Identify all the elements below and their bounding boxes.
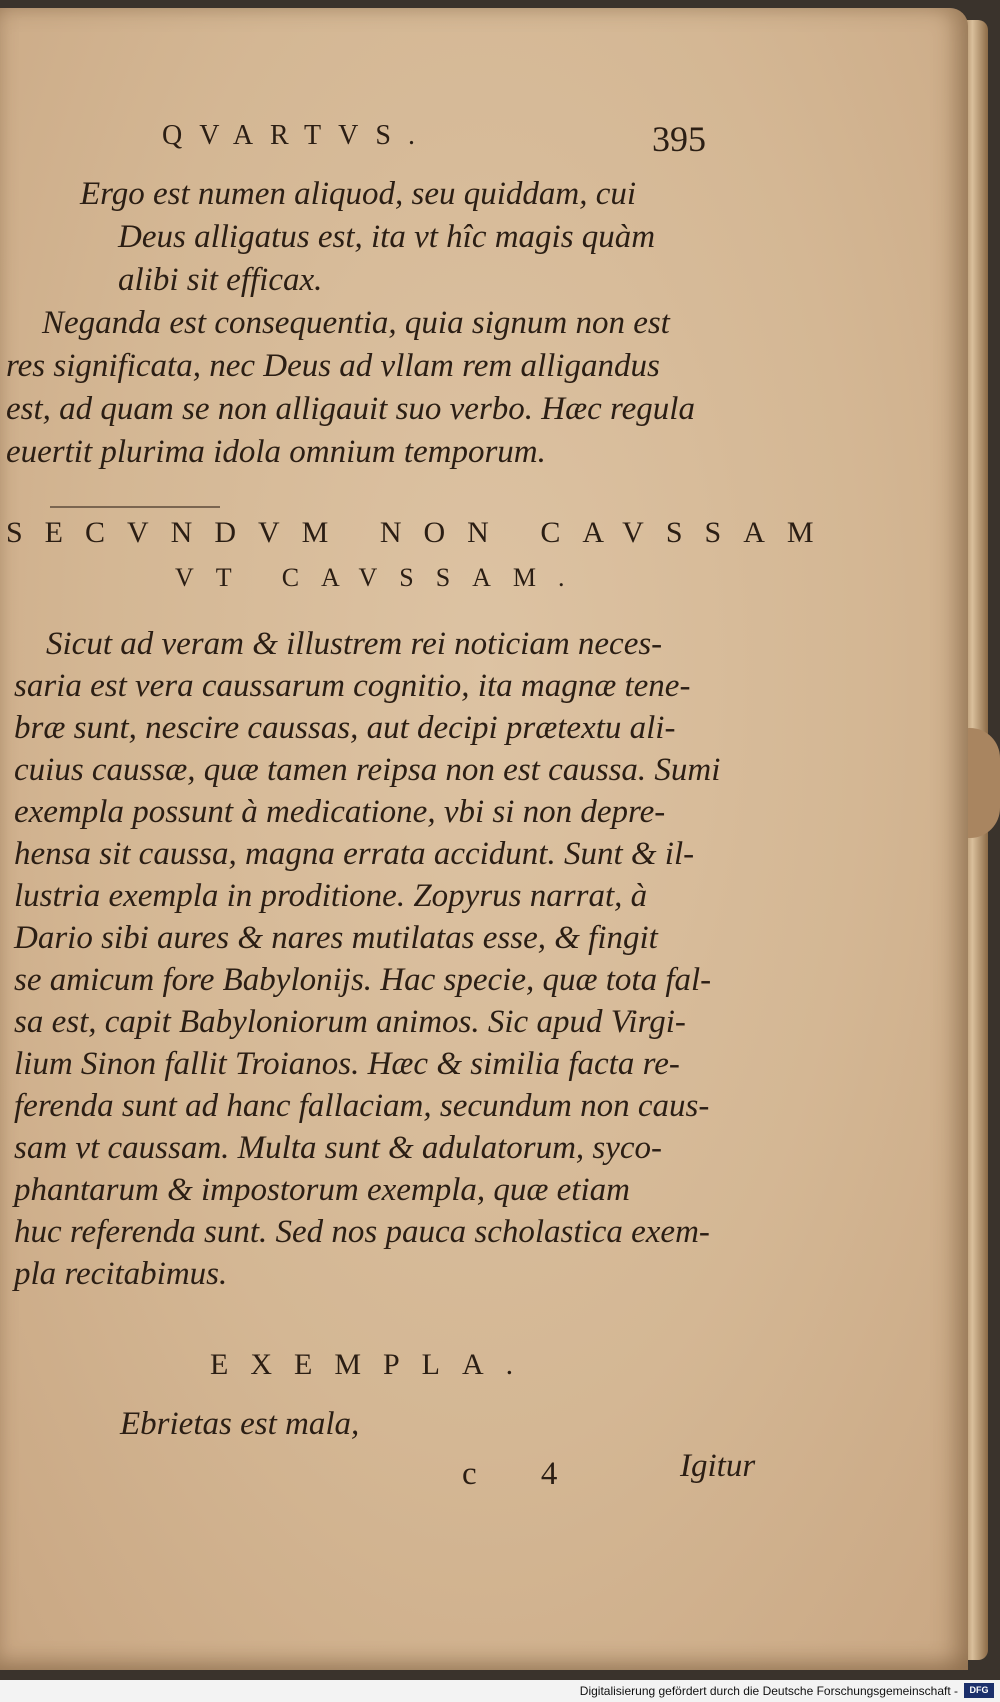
- section-heading-line2: VT CAVSSAM.: [175, 563, 587, 592]
- text-line: Dario sibi aures & nares mutilatas esse, & fingit: [14, 920, 658, 956]
- text-line: pla recitabimus.: [14, 1256, 228, 1292]
- section-rule: [50, 506, 220, 508]
- signature-mark: c 4: [462, 1456, 586, 1492]
- text-line: saria est vera caussarum cognitio, ita magnæ tene-: [14, 668, 691, 704]
- text-line: hensa sit caussa, magna errata accidunt. Sunt & il-: [14, 836, 695, 872]
- book-page: [0, 8, 968, 1670]
- text-line: res significata, nec Deus ad vllam rem alligandus: [6, 348, 660, 384]
- dfg-logo-icon: DFG: [964, 1683, 994, 1698]
- text-line: euertit plurima idola omnium temporum.: [6, 434, 546, 470]
- text-line: Neganda est consequentia, quia signum non est: [42, 305, 670, 341]
- text-line: sa est, capit Babyloniorum animos. Sic apud Virgi-: [14, 1004, 686, 1040]
- catchword: Igitur: [680, 1448, 756, 1484]
- text-line: sam vt caussam. Multa sunt & adulatorum, syco-: [14, 1130, 663, 1166]
- text-line: Ergo est numen aliquod, seu quiddam, cui: [80, 176, 637, 212]
- text-line: lium Sinon fallit Troianos. Hæc & similia facta re-: [14, 1046, 680, 1082]
- text-line: bræ sunt, nescire caussas, aut decipi prætextu ali-: [14, 710, 676, 746]
- digitization-footer: [0, 1680, 1000, 1702]
- page-number: 395: [652, 119, 706, 159]
- section-heading-line1: SECVNDVM NON CAVSSAM: [6, 516, 836, 549]
- text-line: phantarum & impostorum exempla, quæ etiam: [14, 1172, 630, 1208]
- text-line: se amicum fore Babylonijs. Hac specie, quæ tota fal-: [14, 962, 712, 998]
- text-line: cuius caussæ, quæ tamen reipsa non est caussa. Sumi: [14, 752, 721, 788]
- text-line: alibi sit efficax.: [118, 262, 323, 298]
- text-line: Sicut ad veram & illustrem rei noticiam neces-: [46, 626, 663, 662]
- footer-credit: Digitalisierung gefördert durch die Deutsche Forschungsgemeinschaft -: [579, 1684, 958, 1698]
- exempla-heading: EXEMPLA.: [210, 1348, 536, 1381]
- text-line: exempla possunt à medicatione, vbi si non depre-: [14, 794, 666, 830]
- text-line: huc referenda sunt. Sed nos pauca scholastica exem-: [14, 1214, 710, 1250]
- text-line: est, ad quam se non alligauit suo verbo. Hæc regula: [6, 391, 695, 427]
- exempla-line: Ebrietas est mala,: [120, 1406, 360, 1442]
- text-line: Deus alligatus est, ita vt hîc magis quàm: [118, 219, 656, 255]
- running-title: QVARTVS.: [162, 120, 432, 151]
- text-line: ferenda sunt ad hanc fallaciam, secundum non caus-: [14, 1088, 710, 1124]
- text-line: lustria exempla in proditione. Zopyrus narrat, à: [14, 878, 648, 914]
